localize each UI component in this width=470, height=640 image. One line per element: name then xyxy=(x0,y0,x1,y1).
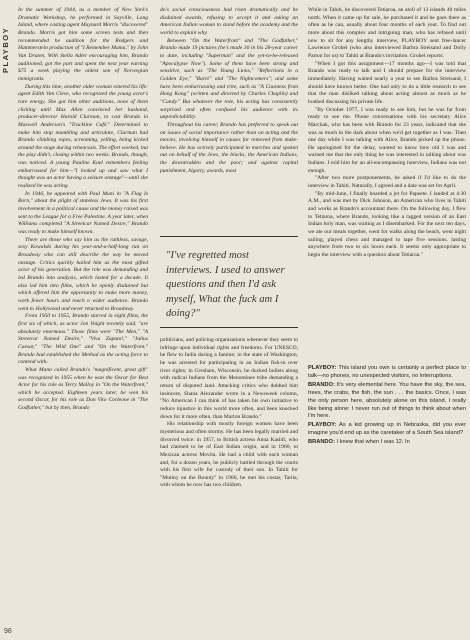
paragraph: "After two more postponements, he asked if I'd like to do the interview in Tahiti. Naturally, I agreed and a date was set for April. xyxy=(308,175,466,190)
paragraph: do's social consciousness had risen dramatically and he disdained awards, refusing to accept it and asking an American Indian woman to stand before the academy and the world to explain why. xyxy=(160,7,298,36)
exchange-text: As a kid growing up in Nebraska, did you ever imagine you'd end up as the caretaker of a South Sea island? xyxy=(308,422,466,437)
magazine-name-vertical: PLAYBOY xyxy=(1,26,10,74)
paragraph: His relationship with mostly foreign women have been mysterious and often stormy. He has been legally married and divorced twice: in 1957, to British actress Anna Kashfi, who had claimed to be of East Indian origin, and in 1960, to Mexican actress Movita. He had a child with each woman and, for a dozen years, he publicly battled through the courts with his first wife for custody of their son. In Tahiti for "Mutiny on the Bounty" in 1960, he met his costar, Tarita, with whom he now has two children. xyxy=(160,421,298,489)
paragraph: During this time, another older woman entered his life: agent Edith Van Cleve, who recognized the young actor's rare energy. She got him other auditions, none of them clicking until Max Allen convinced her husband, producer-director Harold Clurman, to cast Brando in Maxwell Anderson's "Truckline Café." Determined to make him stop mumbling and articulate, Clurman had Brando climbing ropes, screaming, yelling, being kicked around the stage during rehearsals. The effort worked, but the play didn't, closing within two weeks. Brando, though, was noticed. A young Pauline Kael remembers feeling embarrassed for him—"I looked up and saw what I thought was an actor having a seizure onstage"—until she realized he was acting. xyxy=(18,83,148,190)
paragraph: "When I got this assignment—17 months ago—I was told that Brando was ready to talk and I should prepare for the interview immediately. Having waited nearly a year to see Barbra Streisand, I should have known better. One had only to do a little research to see that the man disliked talking about acting almost as much as he loathed discussing his private life. xyxy=(308,60,466,105)
pull-quote xyxy=(160,236,298,328)
paragraph: Throughout his career, Brando has preferred to speak out on issues of social importance rather than on acting and the movies, involving himself in causes far removed from make-believe. He has actively participated in marches and spoken out on behalf of the Jews, the blacks, the American Indians, the downtrodden and the poor; and against capital punishment, bigotry, awards, most xyxy=(160,121,298,174)
exchange-text: This island you own is certainly a perfect place to talk—no phones, no unexpected visitors, no interruptions. xyxy=(308,365,466,379)
paragraph: In 1946, he appeared with Paul Muni in "A Flag Is Born," about the plight of stateless Jews. It was his first involvement in a political cause and the money raised was sent to the League for a Free Palestine. A year later, when Williams completed "A Streetcar Named Desire," Brando was ready to make himself known. xyxy=(18,190,148,236)
paragraph: Between "On the Waterfront" and "The Godfather," Brando made 19 pictures (he's made 30 in his 28-year career to date, including "Superman" and the yet-to-be-released "Apocalypse Now"). Some of them have been strong and sensitive, such as "The Young Lions," "Reflections in a Golden Eye," "Burn!" and "The Nightcomers"; and some have been embarrassing and trite, such as "A Countess from Hong Kong" (written and directed by Charles Chaplin) and "Candy." But whatever the role, his acting has consistently surprised and often confused his audience with its unpredictability. xyxy=(160,37,298,121)
paragraph: While in Tahiti, he discovered Tetiaroa, an atoll of 13 islands 40 miles north. When it came up for sale, he purchased it and he goes there as often as he can, usually about four months of each year. To find out more about this complex and intriguing man, who has refused until now to sit for any lengthy interview, PLAYBOY sent free-lancer Lawrence Grobel (who also interviewed Barbra Streisand and Dolly Parton for us) to Tahiti at Brando's invitation. Grobel reports: xyxy=(308,7,466,59)
interview-exchange xyxy=(308,439,466,447)
speaker-label: BRANDO: xyxy=(308,381,335,388)
exchange-text: It's very elemental here. You have the sky, the sea, trees, the crabs, the fish, the sun . . . the basics. Once, I was the only person here, absolutely alone on this island. I really like being alone: I never run out of things to think about when I'm here. xyxy=(308,381,466,420)
article-column-1 xyxy=(18,7,148,635)
interview-section xyxy=(308,365,466,635)
paragraph: "By October 1977, I was ready to see him, but he was far from ready to see me. Phone conversations with his secretary Alice Marchak, who has been with Brando for 23 years, indicated that she was as much in the dark about when we'd get together as I was. Then one day while I was talking with Alice, Brando picked up the phone. He apologized for the delay, wanted to know how old I was and warned me that the only thing he was interested in talking about was Indians. I told him for an all-encompassing interview, Indians was not enough. xyxy=(308,106,466,174)
interview-exchange xyxy=(308,365,466,381)
interview-exchange xyxy=(308,382,466,422)
article-column-2-top xyxy=(160,7,298,229)
paragraph: There are those who say him as the ruthless, savage, sexy Kowalski during his year-and-a-half-long run on Broadway who can still describe the way he moved onstage. Critics quickly hailed him as the most gifted actor of his generation. But the role was demanding and led Brando into analysis, which lasted for a decade. It also led him into films, which he openly disdained but which offered him the opportunity to make more money, work fewer hours and reach a wider audience. Brando went to Hollywood and never returned to Broadway. xyxy=(18,236,148,312)
paragraph: "By mid-June, I finally boarded a jet for Papeete. I landed at 4:30 A.M., and was met by Dick Johnson, an American who lives in Tahiti and works as Brando's accountant there. On the following day, I flew to Tetiaroa, where Brando, looking like a ragged version of an East Indian holy man, was waiting as I disembarked. For the next ten days, we ate our meals together, went for walks along the beach, went night sailing, played chess and managed to tape five sessions, lasting anywhere from two to six hours each. It seems only appropriate to begin the interview with a question about Tetiaroa." xyxy=(308,190,466,258)
speaker-label: BRANDO: xyxy=(308,439,335,446)
pull-quote-text: "I've regretted most interviews. I used to answer questions and then I'd ask myself, What the fuck am I doing?" xyxy=(166,250,285,320)
article-column-2-bottom xyxy=(160,337,298,635)
page-number: 98 xyxy=(4,628,12,635)
exchange-text: I knew that when I was 12. In xyxy=(336,439,410,446)
paragraph: From 1950 to 1955, Brando starred in eight films, the first six of which, as actor Jon Voight recently said, "are absolutely enormous." Those films were "The Men," "A Streetcar Named Desire," "Viva Zapata!," "Julius Caesar," "The Wild One" and "On the Waterfront." Brando had established the Method as the acting force to contend with. xyxy=(18,313,148,366)
interview-exchange xyxy=(308,422,466,438)
article-column-3-intro xyxy=(308,7,466,359)
paragraph: In the summer of 1944, as a member of New York's Dramatic Workshop, he performed in Sayville, Long Island, where casting agent Maynard Morris "discovered" Brando. Morris got him some screen tests and then recommended he audition for the Rodgers and Hammerstein production of "I Remember Mama," by John Van Druten. With Stella Adler encouraging him, Brando auditioned, got the part and spent the next year earning $75 a week playing the oldest son of Norwegian immigrants. xyxy=(18,7,148,82)
speaker-label: PLAYBOY: xyxy=(308,365,337,371)
speaker-label: PLAYBOY: xyxy=(308,422,337,429)
paragraph: What Mann called Brando's "magnificent, great gift" was recognized in 1955 when he won the Oscar for Best Actor for his role as Terry Malloy in "On the Waterfront," which he accepted. Eighteen years later, he won his second Oscar, for his role as Don Vito Corleone in "The Godfather," but by then, Brando xyxy=(18,366,148,412)
paragraph: politicians, and policing organizations whenever they seem to infringe upon individual rights and freedoms. For UNESCO, he flew to India during a famine; in the state of Washington, he was arrested for participating in an Indian fish-in over river rights; in Gresham, Wisconsin, he ducked bullets along with radical Indians from the Menominee tribe demanding a return of disputed land. Attacking critics who dubbed him insincere, Shana Alexander wrote in a Newsweek column, "No American I can think of has taken his own initiative to reduce injustice in this world more often, and been knocked down for it more often, than Marlon Brando." xyxy=(160,337,298,420)
